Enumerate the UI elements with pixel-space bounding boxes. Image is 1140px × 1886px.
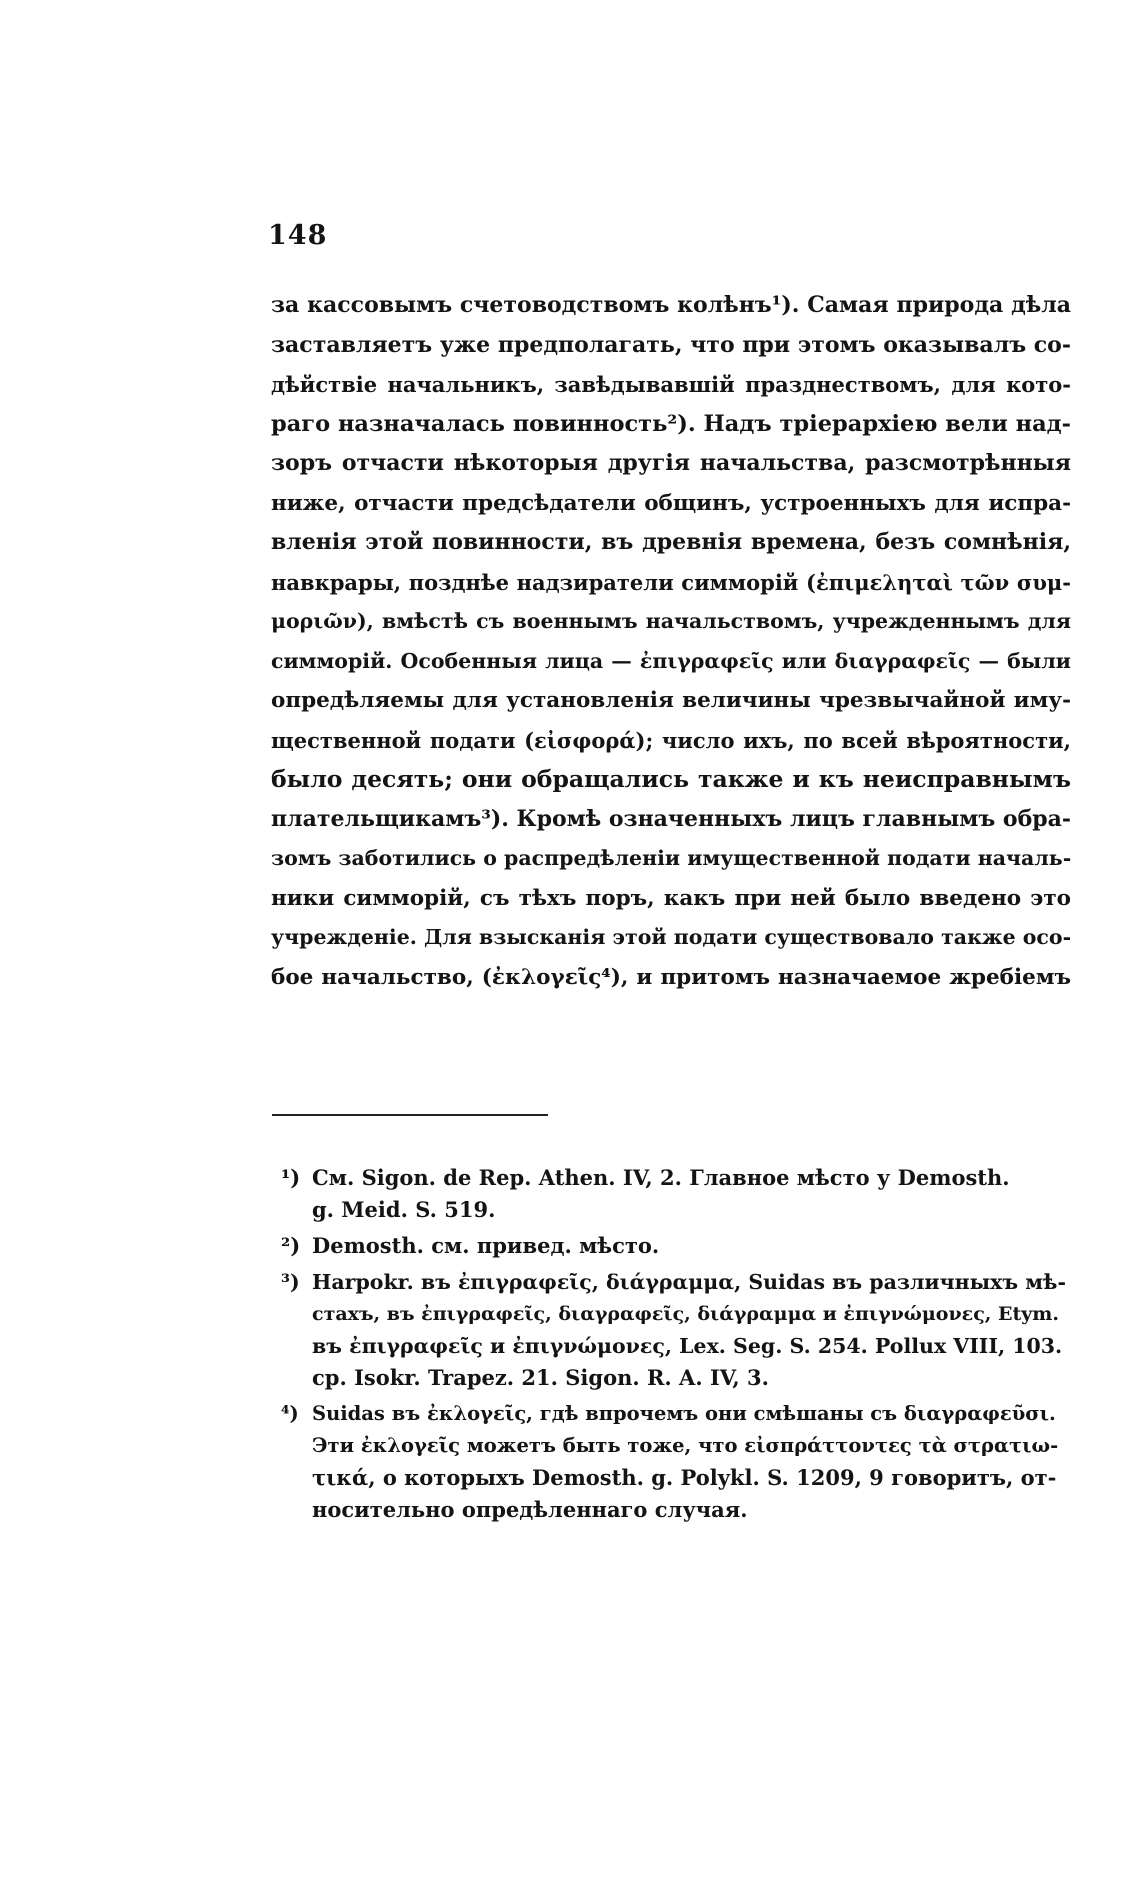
text-line: раго назначалась повинность²). Надъ тріерархіею вели над- [271, 410, 1071, 437]
text-line: учрежденіе. Для взысканія этой подати существовало также осо- [271, 925, 1072, 949]
text-line: опредѣляемы для установленія величины чрезвычайной иму- [271, 688, 1071, 713]
footnote [281, 1398, 1071, 1526]
page-number: 148 [268, 220, 328, 251]
text-line: ники симморій, съ тѣхъ поръ, какъ при ней было введено это [271, 885, 1071, 911]
text-line: щественной подати (εἰσφορά); число ихъ, по всей вѣроятности, [271, 727, 1071, 753]
text-line: вленія этой повинности, въ древнія времена, безъ сомнѣнія, [271, 529, 1071, 555]
footnote-line: въ ἐπιγραφεῖς и ἐπιγνώμονες, Lex. Seg. S. 254. Pollux VIII, 103. [312, 1334, 1063, 1358]
footnote [281, 1266, 1071, 1394]
text-line: было десять; они обращались также и къ неисправнымъ [271, 765, 1071, 793]
text-line: зоръ отчасти нѣкоторыя другія начальства, разсмотрѣнныя [271, 450, 1071, 476]
text-line: дѣйствіе начальникъ, завѣдывавшій празднествомъ, для кото- [271, 372, 1071, 397]
text-line: за кассовымъ счетоводствомъ колѣнъ¹). Самая природа дѣла [271, 292, 1071, 318]
footnote-line: Harpokr. въ ἐπιγραφεῖς, διάγραμμα, Suidas въ различныхъ мѣ- [312, 1270, 1066, 1294]
text-line: заставляетъ уже предполагать, что при этомъ оказывалъ со- [271, 331, 1071, 358]
footnote-rule [272, 1114, 548, 1116]
footnote-line: Эти ἐκλογεῖς можетъ быть тоже, что εἰσπράττοντες τὰ στρατιω- [312, 1434, 1059, 1457]
text-line: симморій. Особенныя лица — ἐπιγραφεῖς или διαγραφεῖς — были [271, 648, 1071, 673]
footnote-line: g. Meid. S. 519. [312, 1197, 496, 1222]
footnote-mark: ³) [281, 1270, 300, 1294]
footnote-line: носительно опредѣленнаго случая. [312, 1497, 748, 1522]
footnote [281, 1230, 1071, 1262]
text-line: ниже, отчасти предсѣдатели общинъ, устроенныхъ для испра- [271, 490, 1071, 516]
footnote [281, 1162, 1071, 1226]
main-text [271, 286, 1071, 997]
footnote-mark: ²) [281, 1233, 301, 1258]
footnotes [281, 1162, 1071, 1530]
footnote-line: Demosth. см. привед. мѣсто. [312, 1233, 660, 1258]
text-line: зомъ заботились о распредѣленіи имущественной подати началь- [271, 846, 1072, 870]
footnote-line: См. Sigon. de Rep. Athen. IV, 2. Главное мѣсто у Demosth. [312, 1165, 1010, 1190]
footnote-line: τικά, о которыхъ Demosth. g. Polykl. S. 1209, 9 говоритъ, от- [312, 1465, 1057, 1490]
footnote-line: ср. Isokr. Trapez. 21. Sigon. R. A. IV, 3. [312, 1365, 769, 1390]
footnote-line: Suidas въ ἐκλογεῖς, гдѣ впрочемъ они смѣшаны съ διαγραφεῦσι. [312, 1402, 1056, 1425]
text-line: μοριῶν), вмѣстѣ съ военнымъ начальствомъ, учрежденнымъ для [271, 609, 1071, 633]
text-line: плательщикамъ³). Кромѣ означенныхъ лицъ главнымъ обра- [271, 805, 1072, 832]
text-line: навкрары, позднѣе надзиратели симморій (ἐπιμεληταὶ τῶν συμ- [271, 569, 1071, 595]
footnote-mark: ⁴) [281, 1402, 299, 1425]
footnote-mark: ¹) [281, 1165, 301, 1190]
footnote-line: стахъ, въ ἐπιγραφεῖς, διαγραφεῖς, διάγραμμα и ἐπιγνώμονες, Etym. [312, 1303, 1060, 1325]
text-line: бое начальство, (ἐκλογεῖς⁴), и притомъ назначаемое жребіемъ [271, 964, 1071, 990]
